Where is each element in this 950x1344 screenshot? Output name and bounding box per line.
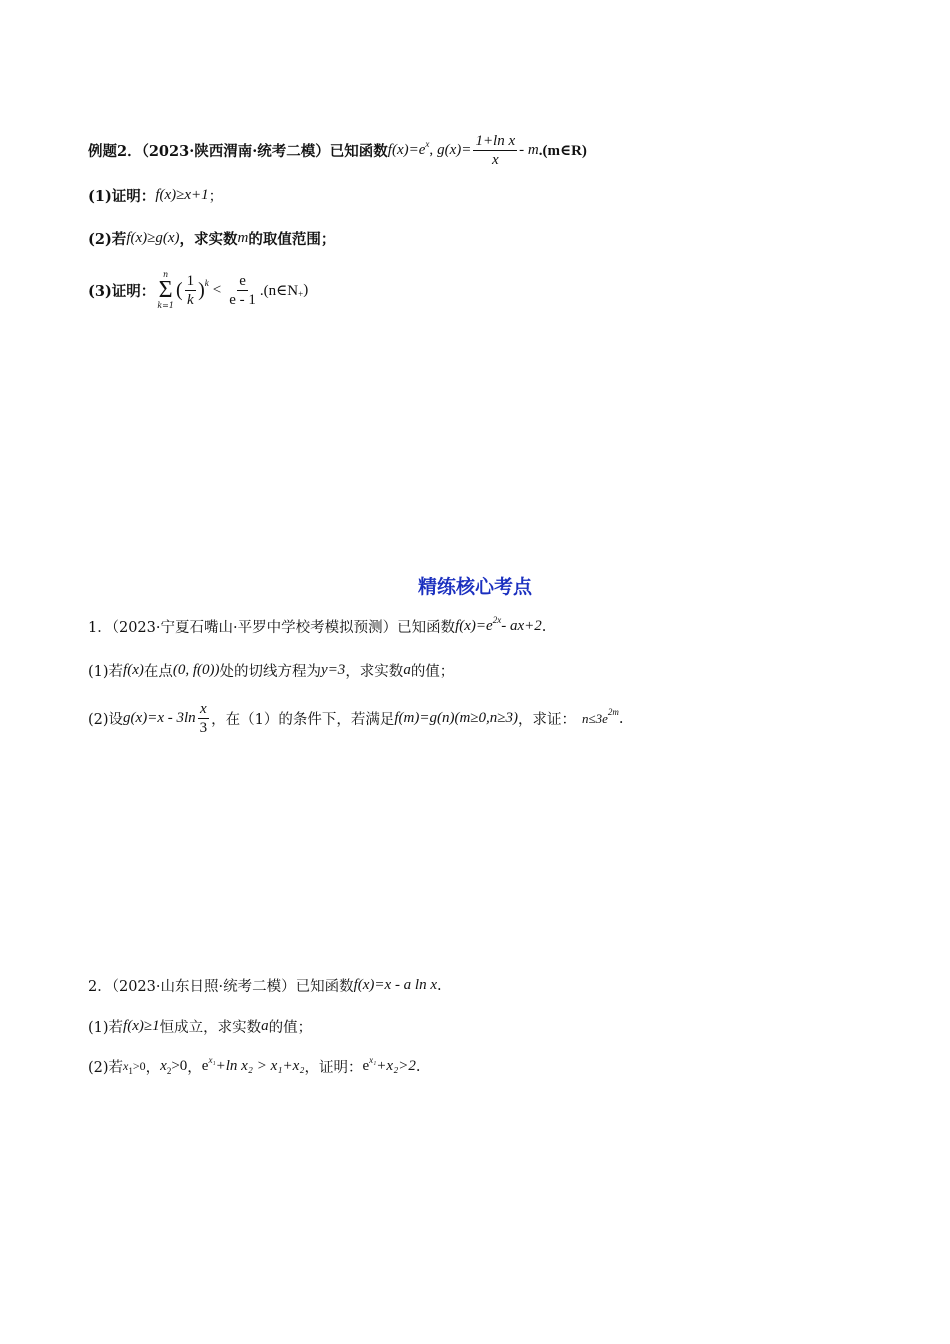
q2-p2-e2-exponent: x₁: [369, 1054, 377, 1065]
question-2-part-1: [88, 1016, 312, 1037]
func-g-numerator: 1+ln x: [475, 133, 516, 149]
part2-label: (2)若: [88, 231, 127, 248]
q1-math: f(x)=e: [455, 618, 493, 634]
q2-p2-x1-tail: >0: [132, 1059, 146, 1073]
q2-label: 2．（2023·山东日照·统考二模）已知函数: [88, 979, 354, 995]
q2-math: f(x)=x - a ln x: [353, 977, 438, 993]
q1-p1-text-d: ，求实数: [345, 664, 404, 680]
q1-end: .: [541, 618, 547, 635]
example-part-2: [88, 228, 335, 249]
part3-condition: .(n∈N: [259, 282, 299, 299]
example-statement: [88, 132, 587, 169]
q1-p2-func: g(x)=x - 3ln: [123, 710, 196, 726]
q1-p1-var: a: [403, 662, 411, 678]
func-g-denominator: x: [491, 152, 499, 168]
example-condition: .(m∈R): [538, 143, 587, 159]
q1-p2-end: .: [618, 710, 624, 727]
part1-label: (1)证明：: [88, 188, 156, 205]
func-g-tail: - m: [519, 142, 539, 158]
q2-p1-math: f(x)≥1: [123, 1018, 160, 1034]
part2-text: ，求实数: [179, 231, 238, 248]
sum-upper-limit: n: [163, 270, 169, 279]
sum-fraction-denominator: k: [187, 291, 194, 308]
question-1-statement: [88, 616, 546, 637]
q2-p2-sep2: ，: [187, 1060, 202, 1076]
q2-p1-text-c: 的值；: [268, 1020, 313, 1036]
part1-end: ；: [208, 189, 224, 205]
q2-p2-end: .: [415, 1058, 421, 1075]
question-1-part-2: [88, 700, 624, 737]
part3-close: ): [303, 281, 309, 298]
q1-p2-goal: n≤3e: [582, 710, 608, 726]
q1-p1-text-c: 处的切线方程为: [219, 664, 322, 680]
sum-fraction-numerator: 1: [186, 272, 195, 289]
example-part-3: (3)证明： n Σ k=1 ( $\frac{1}{k}$ ) k < $\frac{e}{e - 1}$ .(n∈N + ): [88, 270, 309, 310]
q2-p2-inequality: +ln x₂ > x₁+x₂: [215, 1058, 305, 1074]
question-2-part-2: [88, 1056, 421, 1077]
q1-math-tail: - ax+2: [501, 618, 542, 634]
part3-plus: +: [298, 289, 304, 299]
question-1-part-1: [88, 660, 454, 681]
sum-fraction: [185, 272, 197, 309]
part2-var: m: [237, 230, 249, 246]
q2-p2-goal: +x₂>2: [376, 1058, 416, 1074]
q2-end: .: [437, 977, 442, 994]
part3-label: (3)证明：: [88, 282, 156, 300]
q1-label: 1．（2023·宁夏石嘴山·平罗中学校考模拟预测）已知函数: [88, 620, 456, 636]
q1-p2-numerator: x: [200, 701, 207, 717]
sum-lower-limit: k=1: [157, 301, 174, 310]
q2-p2-x1: x: [123, 1059, 129, 1073]
q1-p2-label: (2)设: [88, 712, 124, 728]
part1-math: f(x)≥x+1: [155, 187, 209, 203]
q2-p1-text-b: 恒成立，求实数: [159, 1020, 262, 1036]
q2-p2-sep1: ，: [145, 1060, 161, 1076]
summation-symbol: n Σ k=1: [157, 270, 174, 310]
q1-p1-func: f(x): [123, 662, 144, 678]
sum-exponent: k: [204, 278, 209, 288]
q2-p2-text-b: ，证明：: [304, 1060, 363, 1076]
q1-p2-equation: f(m)=g(n)(m≥0,n≥3): [394, 710, 519, 726]
q1-p1-point: (0, f(0)): [172, 662, 220, 678]
question-2-statement: [88, 975, 442, 996]
section-title: 精练核心考点: [417, 576, 532, 598]
q1-p1-label: (1)若: [88, 664, 124, 680]
q1-p2-fraction: [198, 700, 210, 737]
q1-p1-equation: y=3: [321, 662, 346, 678]
q2-p1-var: a: [261, 1018, 269, 1034]
q1-p1-text-e: 的值；: [410, 664, 455, 680]
part2-math: f(x)≥g(x): [126, 230, 180, 246]
rhs-numerator: e: [239, 272, 246, 289]
func-g: g(x)=: [437, 142, 472, 158]
q2-p2-x1-sub: 1: [128, 1065, 133, 1076]
example-label: 例题2．（2023·陕西渭南·统考二模）已知函数: [88, 143, 388, 160]
func-separator: ,: [429, 142, 434, 158]
example-part-1: [88, 185, 223, 206]
rhs-denominator: e - 1: [229, 291, 256, 308]
q1-p2-text-b: ，在（1）的条件下，若满足: [211, 712, 395, 728]
q2-p2-label: (2)若: [88, 1060, 124, 1076]
q2-p2-e2: e: [362, 1058, 370, 1074]
q2-p2-x2-sub: 2: [166, 1065, 172, 1076]
q2-p1-label: (1)若: [88, 1020, 124, 1036]
q2-p2-x2-tail: >0: [171, 1058, 188, 1074]
q1-p2-denominator: 3: [199, 720, 208, 736]
func-f-exponent: x: [425, 138, 430, 149]
q2-p2-e-exponent: x₁: [208, 1054, 216, 1065]
rhs-fraction: [227, 272, 258, 309]
func-f: f(x)=e: [387, 142, 426, 158]
q2-p2-e: e: [201, 1058, 209, 1074]
q1-p1-text-b: 在点: [143, 664, 173, 680]
q1-p2-text-c: ，求证：: [518, 712, 577, 728]
q1-p2-goal-exponent: 2m: [607, 706, 619, 717]
func-g-fraction: [473, 132, 517, 169]
q2-p2-x2: x: [160, 1058, 167, 1074]
part2-end: 的取值范围；: [248, 231, 336, 248]
q1-exponent: 2x: [492, 614, 502, 625]
